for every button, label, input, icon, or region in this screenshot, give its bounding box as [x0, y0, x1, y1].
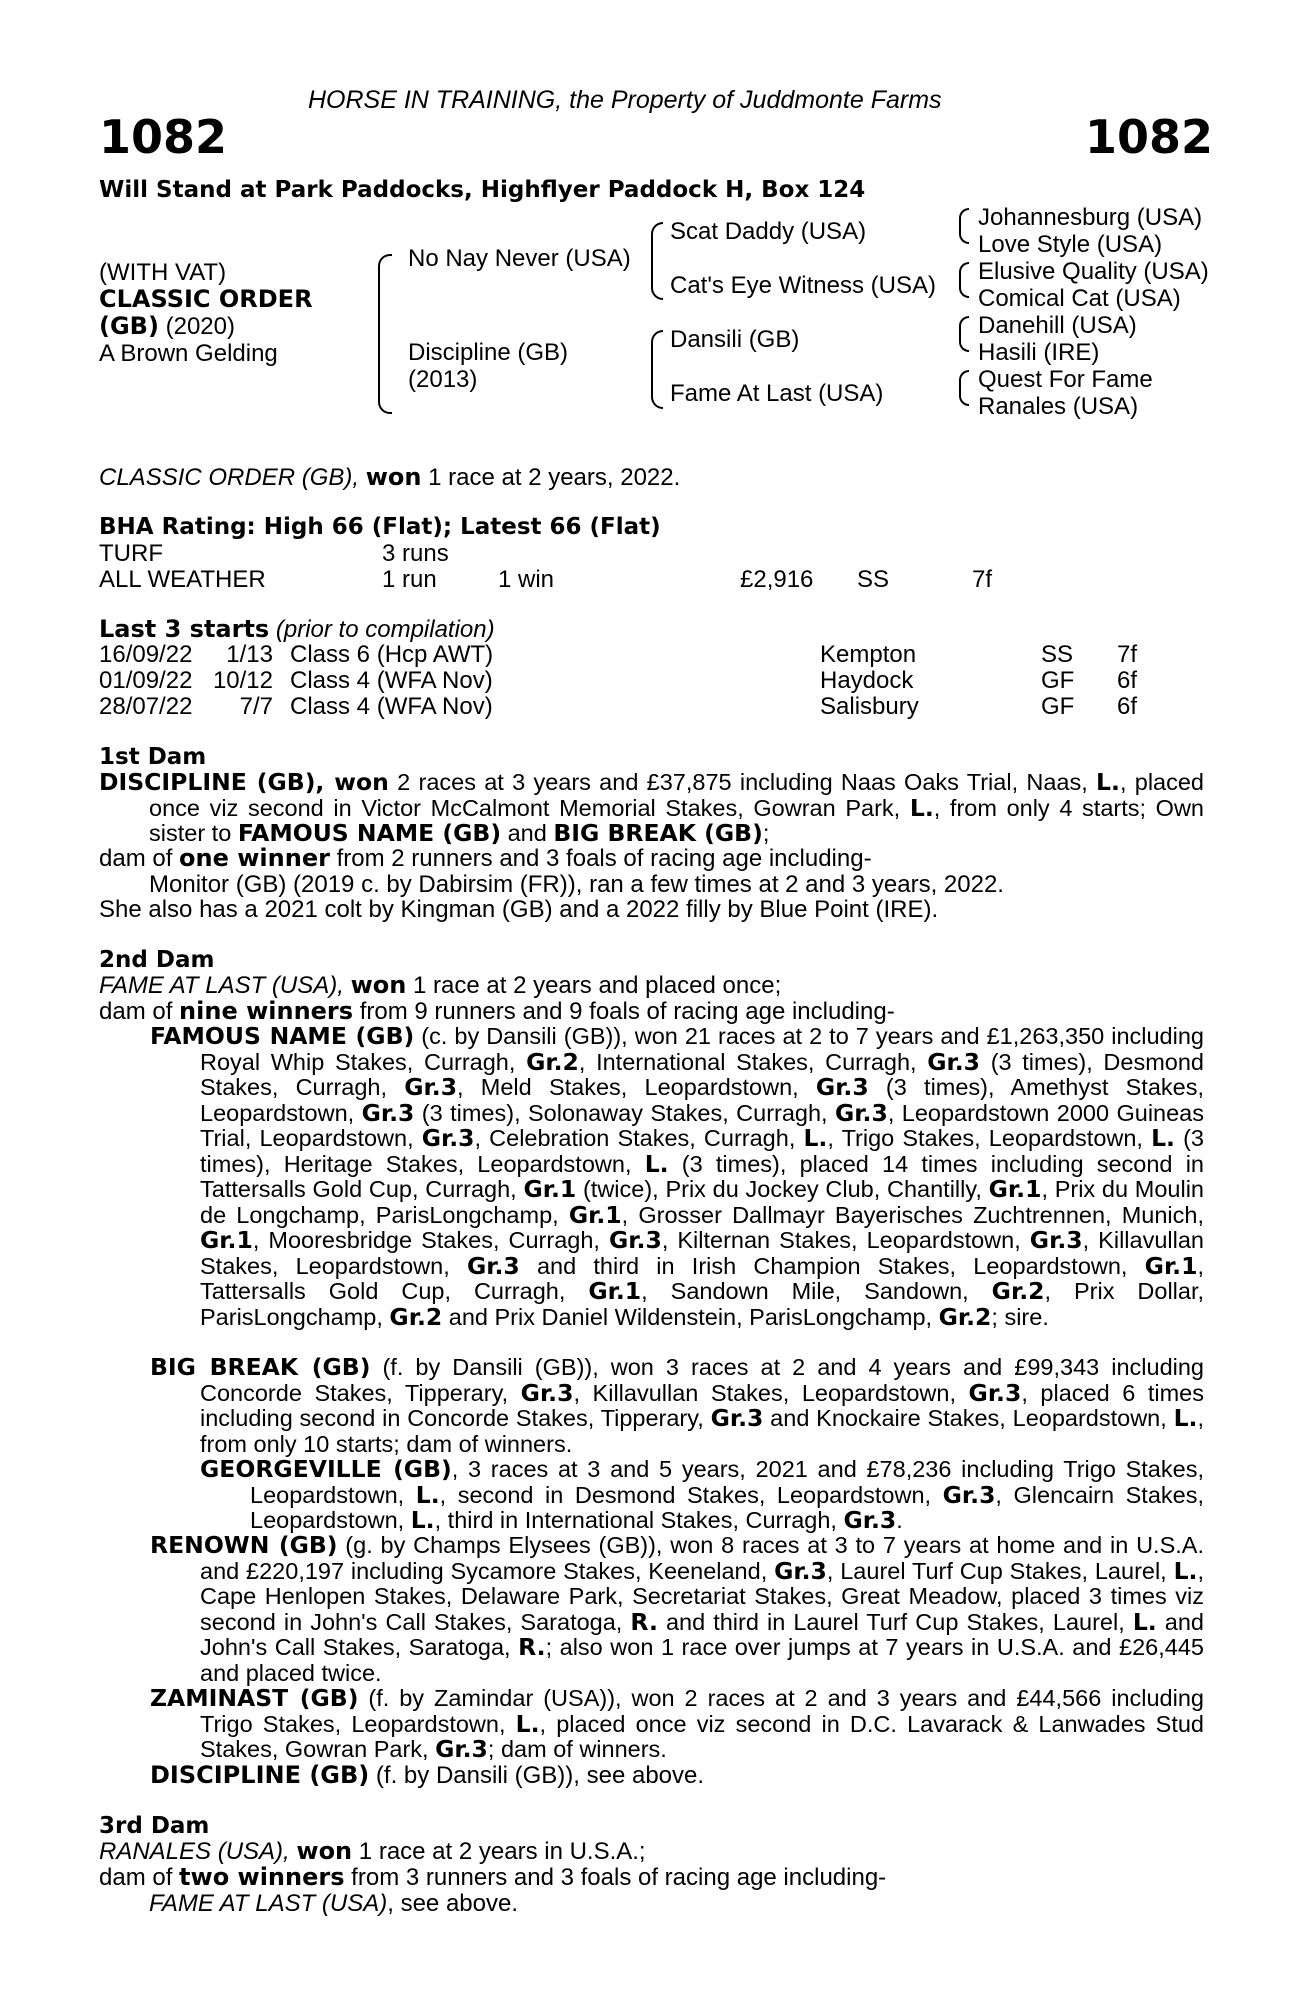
start-row: 28/07/22 7/7 Class 4 (WFA Nov) Salisbury GF 6f	[99, 693, 1138, 720]
progeny-renown: RENOWN (GB) (g. by Champs Elysees (GB)), won 8 races at 3 to 7 years at home and in U.S.A. and £220,197 including Sycamore Stakes, Keeneland, Gr.3, Laurel Turf Cup Stakes, Laurel, L., Cape Henlopen Stakes, Delaware Park, Secretariat Stakes, Great Meadow, placed 3 times viz second in John's Call Stakes, Saratoga, R. and third in Laurel Turf Cup Stakes, Laurel, L. and John's Call Stakes, Saratoga, R.; also won 1 race over jumps at 7 years in U.S.A. and £26,445 and placed twice.	[150, 1531, 1204, 1686]
horse-year: (2020)	[165, 313, 235, 340]
first-dam-record: DISCIPLINE (GB), won 2 races at 3 years and £37,875 including Naas Oaks Trial, Naas, L., placed once viz second in Victor McCalmont Memorial Stakes, Gowran Park, L., from only 4 starts; Own sister to FAMOUS NAME (GB) and BIG BREAK (GB);	[99, 768, 1205, 847]
lot-number-right: 1082	[1085, 110, 1214, 164]
first-dam-produce: dam of one winner from 2 runners and 3 foals of racing age including-	[99, 844, 872, 872]
rating-table	[99, 541, 1219, 593]
pedigree-brace-ss	[959, 208, 969, 244]
first-dam-foal: Monitor (GB) (2019 c. by Dabirsim (FR)), ran a few times at 2 and 3 years, 2022.	[149, 871, 1004, 898]
pedigree-third-generation: Johannesburg (USA) Love Style (USA) Elusive Quality (USA) Comical Cat (USA) Danehill (USA) Hasili (IRE) Quest For Fame Ranales (USA)	[978, 204, 1209, 420]
last-starts-heading: Last 3 starts (prior to compilation)	[99, 615, 495, 643]
start-row: 01/09/22 10/12 Class 4 (WFA Nov) Haydock GF 6f	[99, 667, 1138, 694]
third-dam-foal: FAME AT LAST (USA), see above.	[149, 1890, 519, 1917]
lot-number-left: 1082	[99, 110, 228, 164]
pedigree-sire-dam: Cat's Eye Witness (USA)	[670, 272, 936, 299]
horse-origin: (GB)	[99, 312, 159, 340]
progeny-zaminast: ZAMINAST (GB) (f. by Zamindar (USA)), won 2 races at 2 and 3 years and £44,566 including Trigo Stakes, Leopardstown, L., placed once viz second in D.C. Lavarack & Lanwades Stud Stakes, Gowran Park, Gr.3; dam of winners.	[150, 1684, 1205, 1763]
bha-rating: BHA Rating: High 66 (Flat); Latest 66 (Flat)	[99, 514, 661, 540]
catalogue-header: HORSE IN TRAINING, the Property of Juddmonte Farms	[308, 86, 942, 114]
progeny-discipline: DISCIPLINE (GB) (f. by Dansili (GB)), see above.	[150, 1761, 705, 1789]
pedigree-dam: Discipline (GB) (2013)	[408, 339, 569, 393]
horse-name: CLASSIC ORDER	[99, 285, 313, 313]
rating-row-turf: TURF 3 runs	[99, 540, 449, 567]
first-dam-note: She also has a 2021 colt by Kingman (GB) and a 2022 filly by Blue Point (IRE).	[99, 896, 939, 923]
pedigree-sire: No Nay Never (USA)	[408, 245, 631, 272]
pedigree-dam-dam: Fame At Last (USA)	[670, 380, 884, 407]
stand-info: Will Stand at Park Paddocks, Highflyer Paddock H, Box 124	[99, 177, 866, 203]
third-dam-heading: 3rd Dam	[99, 1813, 210, 1839]
pedigree-brace-dd	[959, 370, 969, 406]
horse-identity	[99, 259, 313, 367]
second-dam-heading: 2nd Dam	[99, 947, 215, 973]
horse-description: A Brown Gelding	[99, 340, 278, 367]
start-row: 16/09/22 1/13 Class 6 (Hcp AWT) Kempton SS 7f	[99, 641, 1138, 668]
third-dam-record: RANALES (USA), won 1 race at 2 years in U.S.A.;	[99, 1837, 646, 1865]
race-summary: CLASSIC ORDER (GB), won 1 race at 2 years, 2022.	[99, 463, 681, 491]
progeny-georgeville: GEORGEVILLE (GB), 3 races at 3 and 5 years, 2021 and £78,236 including Trigo Stakes, Leopardstown, L., second in Desmond Stakes, Leopardstown, Gr.3, Glencairn Stakes, Leopardstown, L., third in International Stakes, Curragh, Gr.3.	[200, 1455, 1204, 1534]
pedigree-brace-main	[378, 254, 392, 414]
progeny-famous-name: FAMOUS NAME (GB) (c. by Dansili (GB)), won 21 races at 2 to 7 years and £1,263,350 including Royal Whip Stakes, Curragh, Gr.2, International Stakes, Curragh, Gr.3 (3 times), Desmond Stakes, Curragh, Gr.3, Meld Stakes, Leopardstown, Gr.3 (3 times), Amethyst Stakes, Leopardstown, Gr.3 (3 times), Solonaway Stakes, Curragh, Gr.3, Leopardstown 2000 Guineas Trial, Leopardstown, Gr.3, Celebration Stakes, Curragh, L., Trigo Stakes, Leopardstown, L. (3 times), Heritage Stakes, Leopardstown, L. (3 times), placed 14 times including second in Tattersalls Gold Cup, Curragh, Gr.1 (twice), Prix du Jockey Club, Chantilly, Gr.1, Prix du Moulin de Longchamp, ParisLongchamp, Gr.1, Grosser Dallmayr Bayerisches Zuchtrennen, Munich, Gr.1, Mooresbridge Stakes, Curragh, Gr.3, Kilternan Stakes, Leopardstown, Gr.3, Killavullan Stakes, Leopardstown, Gr.3 and third in Irish Champion Stakes, Leopardstown, Gr.1, Tattersalls Gold Cup, Curragh, Gr.1, Sandown Mile, Sandown, Gr.2, Prix Dollar, ParisLongchamp, Gr.2 and Prix Daniel Wildenstein, ParisLongchamp, Gr.2; sire.	[150, 1022, 1205, 1331]
pedigree-brace-dam	[651, 330, 663, 409]
first-dam-heading: 1st Dam	[99, 744, 207, 770]
pedigree-sire-sire: Scat Daddy (USA)	[670, 218, 867, 245]
rating-row-all-weather: ALL WEATHER 1 run 1 win £2,916 SS 7f	[99, 566, 993, 593]
pedigree-brace-sire	[651, 222, 663, 300]
horse-origin-year	[99, 313, 313, 340]
pedigree-brace-ds	[959, 316, 969, 352]
vat-note: (WITH VAT)	[99, 259, 227, 286]
third-dam-produce: dam of two winners from 3 runners and 3 foals of racing age including-	[99, 1863, 887, 1891]
second-dam-record: FAME AT LAST (USA), won 1 race at 2 years and placed once;	[99, 971, 782, 999]
pedigree-dam-sire: Dansili (GB)	[670, 326, 800, 353]
pedigree-brace-sd	[959, 262, 969, 298]
last-starts-table	[99, 642, 1219, 720]
second-dam-produce: dam of nine winners from 9 runners and 9 foals of racing age including-	[99, 997, 895, 1025]
progeny-big-break: BIG BREAK (GB) (f. by Dansili (GB)), won 3 races at 2 and 4 years and £99,343 including Concorde Stakes, Tipperary, Gr.3, Killavullan Stakes, Leopardstown, Gr.3, placed 6 times including second in Concorde Stakes, Tipperary, Gr.3 and Knockaire Stakes, Leopardstown, L., from only 10 starts; dam of winners.	[150, 1353, 1205, 1457]
